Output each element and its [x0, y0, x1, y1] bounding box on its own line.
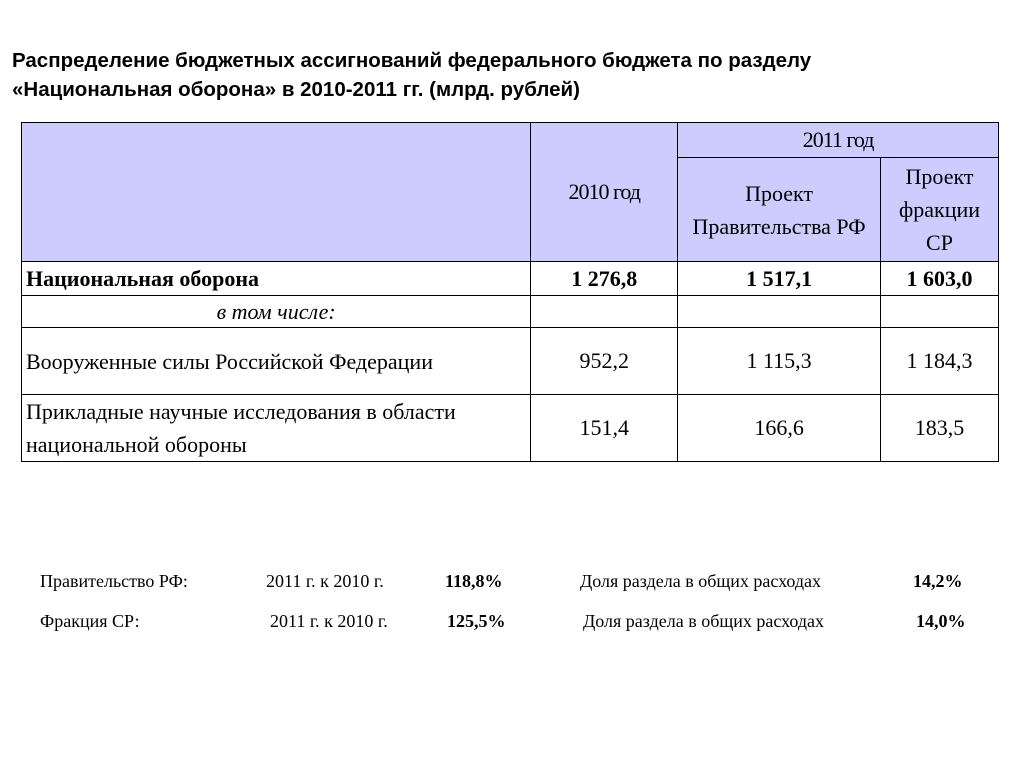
cell-armed-gov: 1 115,3: [678, 328, 881, 395]
header-empty-cell: [22, 123, 531, 262]
row-label-including: в том числе:: [22, 296, 531, 328]
row-label-research: Прикладные научные исследования в области национальной обороны: [22, 395, 531, 462]
header-sr-project: Проект фракции СР: [881, 158, 999, 262]
cell-armed-sr: 1 184,3: [881, 328, 999, 395]
header-2010: 2010 год: [531, 123, 678, 262]
cell-research-sr: 183,5: [881, 395, 999, 462]
note-gov-ratio-value: 118,8%: [445, 571, 503, 591]
cell-empty: [531, 296, 678, 328]
title-line-2: «Национальная оборона» в 2010-2011 гг. (млрд. рублей): [12, 78, 580, 101]
table-row: [22, 328, 999, 395]
note-sr-label: Фракция СР:: [40, 611, 140, 631]
note-sr-ratio: [447, 611, 506, 632]
budget-table: [21, 122, 999, 462]
note-sr-compare: 2011 г. к 2010 г.: [270, 611, 388, 631]
table-row: [22, 296, 999, 328]
table-row: [22, 395, 999, 462]
page-title: [12, 46, 1002, 104]
table-row: [22, 262, 999, 296]
table-header-row-1: [22, 123, 999, 158]
note-sr-share-value: 14,0%: [916, 611, 966, 631]
row-label-total: Национальная оборона: [22, 262, 531, 296]
cell-research-gov: 166,6: [678, 395, 881, 462]
title-line-1: Распределение бюджетных ассигнований федерального бюджета по разделу: [12, 49, 812, 72]
cell-total-gov: 1 517,1: [678, 262, 881, 296]
header-gov-project: Проект Правительства РФ: [678, 158, 881, 262]
cell-empty: [881, 296, 999, 328]
note-gov-share-label: Доля раздела в общих расходах: [580, 571, 822, 591]
cell-armed-2010: 952,2: [531, 328, 678, 395]
cell-total-sr: 1 603,0: [881, 262, 999, 296]
note-sr-share: [916, 611, 966, 632]
note-gov-share: [913, 571, 963, 592]
note-sr-share-label: Доля раздела в общих расходах: [583, 611, 825, 631]
row-label-armed-forces: Вооруженные силы Российской Федерации: [22, 328, 531, 395]
note-gov-share-value: 14,2%: [913, 571, 963, 591]
note-sr-ratio-value: 125,5%: [447, 611, 506, 631]
note-gov-ratio: [445, 571, 503, 592]
cell-total-2010: 1 276,8: [531, 262, 678, 296]
note-gov-compare: 2011 г. к 2010 г.: [266, 571, 384, 591]
cell-research-2010: 151,4: [531, 395, 678, 462]
cell-empty: [678, 296, 881, 328]
header-2011-group: 2011 год: [678, 123, 999, 158]
note-gov-label: Правительство РФ:: [40, 571, 188, 591]
